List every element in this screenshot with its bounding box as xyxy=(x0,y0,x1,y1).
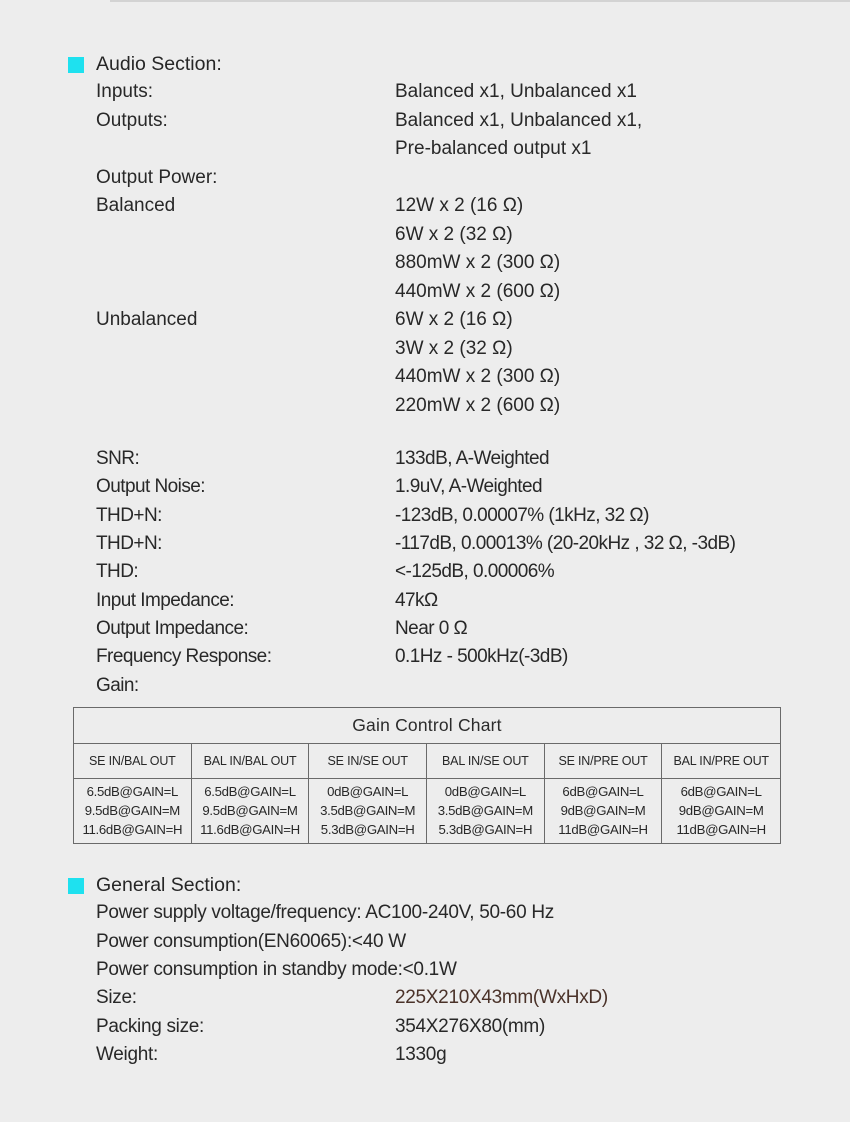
gain-value: 11dB@GAIN=H xyxy=(676,822,766,837)
spec-row xyxy=(96,473,735,501)
spec-label: Balanced xyxy=(96,195,176,217)
spec-row xyxy=(96,927,608,955)
gain-table-header: SE IN/PRE OUT xyxy=(545,744,663,778)
spec-label: Packing size: xyxy=(96,1015,205,1037)
spec-row xyxy=(96,502,735,530)
spec-row xyxy=(96,335,642,364)
audio-spec-block-2 xyxy=(96,445,735,700)
spec-label: Outputs: xyxy=(96,109,168,131)
gain-table-header: SE IN/SE OUT xyxy=(309,744,427,778)
spec-row xyxy=(96,306,642,335)
spec-value: 1330g xyxy=(395,1044,447,1066)
spec-value: 3W x 2 (32 Ω) xyxy=(395,337,513,359)
spec-value: Balanced x1, Unbalanced x1, xyxy=(395,109,643,131)
spec-label: Frequency Response: xyxy=(96,646,272,668)
spec-value: 47kΩ xyxy=(395,589,438,611)
spec-value: Pre-balanced output x1 xyxy=(395,138,592,160)
gain-value: 0dB@GAIN=L xyxy=(444,784,526,799)
spec-row xyxy=(96,586,735,614)
spec-value: 12W x 2 (16 Ω) xyxy=(395,195,524,217)
spec-label: Output Noise: xyxy=(96,476,206,498)
spec-label: Weight: xyxy=(96,1044,158,1066)
gain-value: 9dB@GAIN=M xyxy=(678,803,764,818)
spec-row xyxy=(96,135,642,164)
gain-table-cell xyxy=(74,779,192,843)
spec-label: Unbalanced xyxy=(96,309,198,331)
gain-table-cell xyxy=(427,779,545,843)
spec-value: 0.1Hz - 500kHz(-3dB) xyxy=(395,646,568,668)
gain-value: 11.6dB@GAIN=H xyxy=(200,822,300,837)
cyan-square-bullet-icon xyxy=(68,878,84,894)
spec-value: 133dB, A-Weighted xyxy=(395,448,550,470)
spec-row xyxy=(96,1041,608,1069)
spec-value: Balanced x1, Unbalanced x1 xyxy=(395,81,637,103)
audio-section-title: Audio Section: xyxy=(96,53,222,75)
general-section-title: General Section: xyxy=(96,874,242,896)
gain-table-header: SE IN/BAL OUT xyxy=(74,744,192,778)
spec-row xyxy=(96,192,642,221)
spec-label: Inputs: xyxy=(96,81,154,103)
gain-table-header-row xyxy=(74,744,780,779)
spec-label: Size: xyxy=(96,987,137,1009)
spec-row xyxy=(96,643,735,671)
spec-value: 220mW x 2 (600 Ω) xyxy=(395,394,561,416)
spec-row xyxy=(96,164,642,193)
audio-section-header xyxy=(68,53,222,76)
spec-row xyxy=(96,558,735,586)
spec-value: 354X276X80(mm) xyxy=(395,1015,545,1037)
spec-row xyxy=(96,615,735,643)
gain-value: 11dB@GAIN=H xyxy=(558,822,648,837)
spec-row xyxy=(96,249,642,278)
spec-row xyxy=(96,671,735,699)
spec-row xyxy=(96,278,642,307)
gain-table-header: BAL IN/SE OUT xyxy=(427,744,545,778)
spec-label: Gain: xyxy=(96,674,139,696)
spec-row xyxy=(96,956,608,984)
gain-value: 6dB@GAIN=L xyxy=(680,784,762,799)
spec-value: 1.9uV, A-Weighted xyxy=(395,476,542,498)
gain-table-header: BAL IN/PRE OUT xyxy=(673,754,769,768)
audio-spec-block-1 xyxy=(96,78,642,420)
gain-control-chart-table xyxy=(73,707,781,844)
general-spec-block xyxy=(96,899,608,1069)
spec-value: <-125dB, 0.00006% xyxy=(395,561,555,583)
spec-value: 6W x 2 (16 Ω) xyxy=(395,309,513,331)
spec-label: Output Power: xyxy=(96,166,218,188)
spec-label: THD+N: xyxy=(96,504,162,526)
spec-label: Output Impedance: xyxy=(96,617,249,639)
gain-table-header: BAL IN/BAL OUT xyxy=(192,744,310,778)
spec-row xyxy=(96,221,642,250)
gain-table-cell xyxy=(309,779,427,843)
gain-table-cell xyxy=(662,779,780,843)
gain-value: 6.5dB@GAIN=L xyxy=(204,784,296,799)
gain-table-body-row xyxy=(74,779,780,843)
gain-value: 9.5dB@GAIN=M xyxy=(202,803,298,818)
gain-value: 6.5dB@GAIN=L xyxy=(86,784,179,799)
gain-value: 6dB@GAIN=L xyxy=(562,784,644,799)
spec-value: Near 0 Ω xyxy=(395,617,468,639)
gain-value: 0dB@GAIN=L xyxy=(327,784,409,799)
spec-value: 440mW x 2 (300 Ω) xyxy=(395,366,561,388)
spec-line: Power consumption in standby mode:<0.1W xyxy=(96,958,457,980)
page-top-divider xyxy=(110,0,850,2)
spec-value: 225X210X43mm(WxHxD) xyxy=(395,987,608,1009)
gain-value: 11.6dB@GAIN=H xyxy=(82,822,183,837)
spec-line: Power supply voltage/frequency: AC100-240V, 50-60 Hz xyxy=(96,902,554,924)
spec-row xyxy=(96,445,735,473)
gain-value: 5.3dB@GAIN=H xyxy=(320,822,415,837)
spec-label: SNR: xyxy=(96,448,140,470)
spec-value: -123dB, 0.00007% (1kHz, 32 Ω) xyxy=(395,504,649,526)
spec-row xyxy=(96,984,608,1012)
general-section-header xyxy=(68,874,241,897)
spec-row xyxy=(96,530,735,558)
cyan-square-bullet-icon xyxy=(68,57,84,73)
gain-value: 9dB@GAIN=M xyxy=(560,803,646,818)
spec-row xyxy=(96,392,642,421)
gain-value: 9.5dB@GAIN=M xyxy=(84,803,180,818)
gain-table-cell xyxy=(192,779,310,843)
spec-row xyxy=(96,1013,608,1041)
gain-value: 3.5dB@GAIN=M xyxy=(320,803,416,818)
spec-row xyxy=(96,78,642,107)
spec-line: Power consumption(EN60065):<40 W xyxy=(96,930,406,952)
spec-label: THD: xyxy=(96,561,139,583)
spec-label: THD+N: xyxy=(96,533,162,555)
spec-value: -117dB, 0.00013% (20-20kHz , 32 Ω, -3dB) xyxy=(395,533,736,555)
spec-value: 440mW x 2 (600 Ω) xyxy=(395,280,561,302)
spec-value: 880mW x 2 (300 Ω) xyxy=(395,252,561,274)
spec-row xyxy=(96,363,642,392)
gain-table-cell xyxy=(545,779,663,843)
spec-label: Input Impedance: xyxy=(96,589,235,611)
spec-value: 6W x 2 (32 Ω) xyxy=(395,223,513,245)
spec-row xyxy=(96,107,642,136)
gain-table-title: Gain Control Chart xyxy=(74,708,780,744)
gain-value: 3.5dB@GAIN=M xyxy=(437,803,533,818)
spec-row xyxy=(96,899,608,927)
gain-value: 5.3dB@GAIN=H xyxy=(438,822,533,837)
